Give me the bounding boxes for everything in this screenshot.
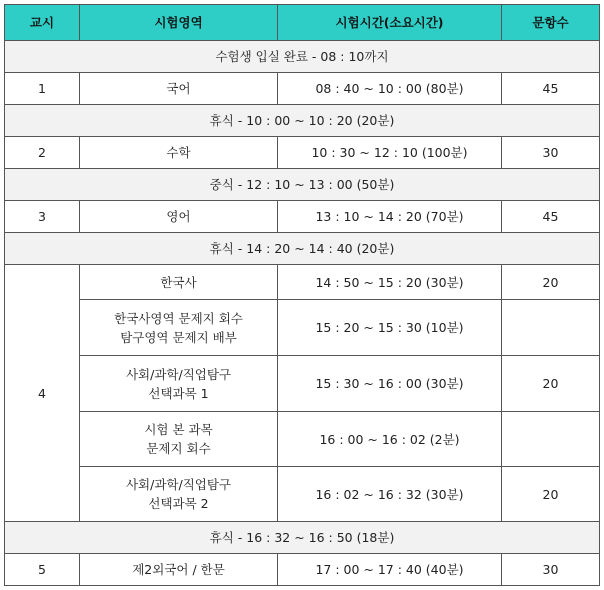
subject-line: 시험 본 과목 xyxy=(144,422,213,437)
period-cell: 1 xyxy=(5,73,80,105)
time-cell: 15 : 30 ~ 16 : 00 (30분) xyxy=(278,356,502,412)
subject-line: 선택과목 1 xyxy=(148,385,209,401)
exam-row xyxy=(5,356,600,412)
break-row xyxy=(5,233,600,265)
count-cell: 30 xyxy=(502,137,600,169)
break-row xyxy=(5,105,600,137)
time-cell: 16 : 00 ~ 16 : 02 (2분) xyxy=(278,412,502,467)
time-cell: 14 : 50 ~ 15 : 20 (30분) xyxy=(278,265,502,300)
exam-row xyxy=(5,201,600,233)
exam-row xyxy=(5,412,600,467)
subject-line: 문제지 회수 xyxy=(146,441,211,456)
time-cell: 15 : 20 ~ 15 : 30 (10분) xyxy=(278,300,502,356)
exam-row xyxy=(5,467,600,522)
count-cell xyxy=(502,300,600,356)
break-text: 중식 - 12 : 10 ~ 13 : 00 (50분) xyxy=(5,169,600,201)
subject-cell: 국어 xyxy=(80,73,278,105)
subject-cell xyxy=(80,412,278,467)
time-cell: 16 : 02 ~ 16 : 32 (30분) xyxy=(278,467,502,522)
period-cell: 3 xyxy=(5,201,80,233)
subject-line: 한국사 xyxy=(160,274,197,290)
header-subject: 시험영역 xyxy=(80,5,278,41)
break-text: 수험생 입실 완료 - 08 : 10까지 xyxy=(5,41,600,73)
subject-line: 사회/과학/직업탐구 xyxy=(125,366,232,382)
period-cell: 5 xyxy=(5,554,80,586)
count-cell: 45 xyxy=(502,73,600,105)
subject-cell xyxy=(80,467,278,522)
subject-line: 사회/과학/직업탐구 xyxy=(125,477,232,492)
exam-row xyxy=(5,265,600,300)
break-text: 휴식 - 16 : 32 ~ 16 : 50 (18분) xyxy=(5,522,600,554)
exam-row xyxy=(5,73,600,105)
count-cell xyxy=(502,412,600,467)
exam-row xyxy=(5,137,600,169)
break-row xyxy=(5,41,600,73)
exam-row xyxy=(5,300,600,356)
subject-cell: 영어 xyxy=(80,201,278,233)
subject-cell xyxy=(80,265,278,300)
break-row xyxy=(5,522,600,554)
subject-cell: 제2외국어 / 한문 xyxy=(80,554,278,586)
count-cell: 20 xyxy=(502,356,600,412)
subject-line: 선택과목 2 xyxy=(148,496,209,511)
subject-line: 한국사영역 문제지 회수 xyxy=(114,310,243,326)
count-cell: 45 xyxy=(502,201,600,233)
count-cell: 30 xyxy=(502,554,600,586)
break-row xyxy=(5,169,600,201)
header-row xyxy=(5,5,600,41)
subject-cell xyxy=(80,300,278,356)
time-cell: 13 : 10 ~ 14 : 20 (70분) xyxy=(278,201,502,233)
break-text: 휴식 - 10 : 00 ~ 10 : 20 (20분) xyxy=(5,105,600,137)
exam-schedule-table xyxy=(4,4,600,586)
count-cell: 20 xyxy=(502,467,600,522)
break-text: 휴식 - 14 : 20 ~ 14 : 40 (20분) xyxy=(5,233,600,265)
header-count: 문항수 xyxy=(502,5,600,41)
exam-row xyxy=(5,554,600,586)
period-cell: 4 xyxy=(5,265,80,522)
header-period: 교시 xyxy=(5,5,80,41)
subject-cell: 수학 xyxy=(80,137,278,169)
subject-line: 탐구영역 문제지 배부 xyxy=(120,329,237,345)
count-cell: 20 xyxy=(502,265,600,300)
period-cell: 2 xyxy=(5,137,80,169)
header-time: 시험시간(소요시간) xyxy=(278,5,502,41)
time-cell: 08 : 40 ~ 10 : 00 (80분) xyxy=(278,73,502,105)
time-cell: 10 : 30 ~ 12 : 10 (100분) xyxy=(278,137,502,169)
subject-cell xyxy=(80,356,278,412)
time-cell: 17 : 00 ~ 17 : 40 (40분) xyxy=(278,554,502,586)
